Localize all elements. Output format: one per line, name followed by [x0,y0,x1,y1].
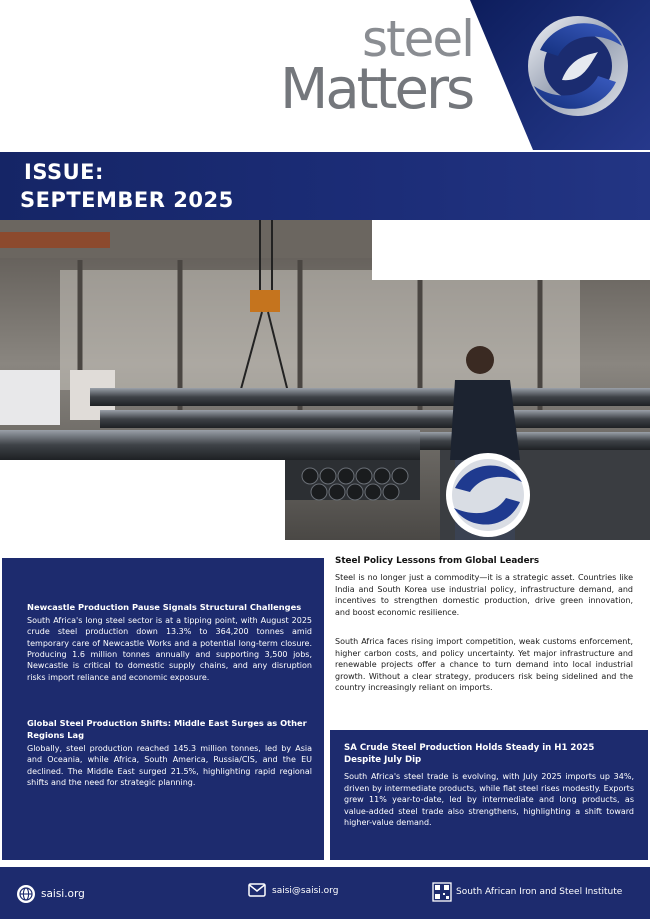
qr-code-icon [432,882,452,902]
issue-date: SEPTEMBER 2025 [20,188,234,212]
photo-bottom-cutout [0,460,285,540]
policy-article-body-2: South Africa faces rising import competition, weak customs enforcement, higher carbon costs, and policy uncertainty. Yet major infrastructure and renewable projects offer a chance to turn demand into local industrial growth. Without a clear strategy, producers risk being sidelined and the country increasingly reliant on imports. [335,637,633,693]
footer-website-link[interactable]: saisi.org [41,888,85,900]
saisi-logo-icon [522,10,634,122]
crude-article-body: South Africa's steel trade is evolving, with July 2025 imports up 34%, driven by intermediate products, while flat steel rises modestly. Exports grew 11% year-to-date, led by intermediate and long products, as value-added steel trade also strengthens, highlighting a shift toward higher-value demand. [344,772,634,828]
global-article-title: Global Steel Production Shifts: Middle East Surges as Other Regions Lag [27,718,307,740]
newcastle-article-title: Newcastle Production Pause Signals Structural Challenges [27,602,302,612]
policy-article-body-1: Steel is no longer just a commodity—it is a strategic asset. Countries like India and South Korea use industrial policy, infrastructure demand, and incentives to strengthen domestic production, drive green innovation, and boost economic resilience. [335,573,633,617]
policy-article-title: Steel Policy Lessons from Global Leaders [335,556,540,566]
global-article-body: Globally, steel production reached 145.3 million tonnes, led by Asia and Oceania, while Africa, South America, Russia/CIS, and the EU declined. The Middle East surged 21.5%, highlighting rapid regional shifts and the need for strategic planning. [27,744,312,788]
globe-icon [16,884,36,904]
footer-email-link[interactable]: saisi@saisi.org [272,886,339,896]
crude-article-title: SA Crude Steel Production Holds Steady in H1 2025 Despite July Dip [344,743,595,765]
email-icon [247,880,267,900]
brand-title-matters: Matters [280,57,473,122]
issue-label: ISSUE: [24,160,104,184]
photo-corner-cutout [372,220,650,280]
brand-title-steel: steel [362,10,474,68]
newcastle-article-body: South Africa's long steel sector is at a tipping point, with August 2025 crude steel production down 13.3% to 364,200 tonnes amid temporary care of Newcastle Works and a potential long-term closure. Producing 1.6 million tonnes annually and supporting 3,500 jobs, Newcastle is critical to domestic supply chains, and any disruption risks import reliance and economic exposure. [27,616,312,682]
footer-org-name: South African Iron and Steel Institute [456,887,623,897]
